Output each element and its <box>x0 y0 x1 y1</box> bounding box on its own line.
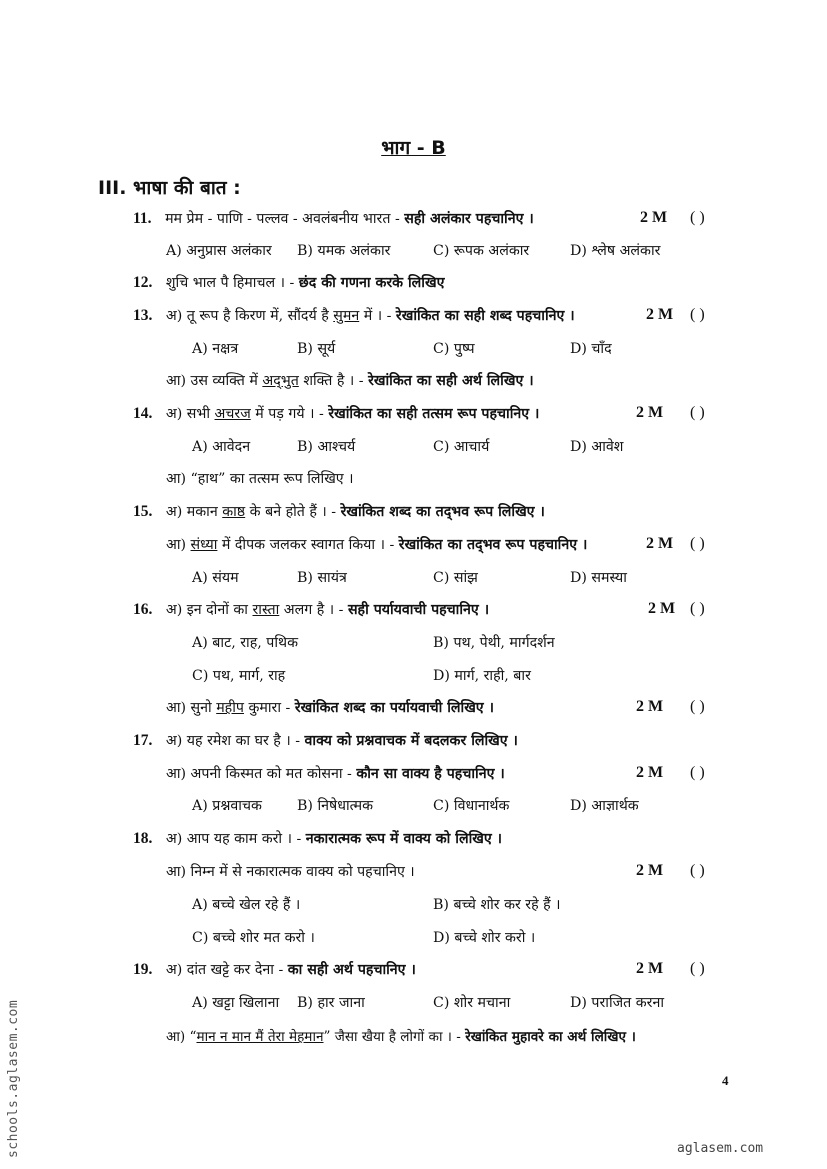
q16-option-d: D) मार्ग, राही, बार <box>433 668 531 684</box>
question-19b: आ) “मान न मान मैं तेरा मेहमान” जैसा खैया है लोगों का । - रेखांकित मुहावरे का अर्थ लिखिए । <box>166 1029 636 1045</box>
q14-option-a: A) आवेदन <box>192 439 251 455</box>
question-17b: आ) अपनी किस्मत को मत कोसना - कौन सा वाक्य है पहचानिए । <box>166 766 505 782</box>
question-17a: 17. अ) यह रमेश का घर है । - वाक्य को प्रश्नवाचक में बदलकर लिखिए । <box>133 732 518 749</box>
q11-option-b: B) यमक अलंकार <box>297 243 391 259</box>
q19-option-b: B) हार जाना <box>297 995 365 1011</box>
question-15a: 15. अ) मकान काष्ठ के बने होते हैं । - रेखांकित शब्द का तद्‌भव रूप लिखिए । <box>133 503 545 520</box>
page-title: भाग - B <box>381 137 446 159</box>
q19-option-a: A) खट्टा खिलाना <box>192 995 280 1011</box>
q16-option-a: A) बाट, राह, पथिक <box>192 635 298 651</box>
question-12: 12. शुचि भाल पै हिमाचल । - छंद की गणना करके लिखिए <box>133 274 445 291</box>
side-watermark: schools.aglasem.com <box>6 999 21 1158</box>
q19-option-d: D) पराजित करना <box>570 995 665 1011</box>
q14-option-d: D) आवेश <box>570 439 624 455</box>
bottom-watermark: aglasem.com <box>677 1141 764 1156</box>
q17-answer-box: ( ) <box>690 764 705 781</box>
q11-option-c: C) रूपक अलंकार <box>433 243 530 259</box>
q11-option-a: A) अनुप्रास अलंकार <box>166 243 272 259</box>
q16b-answer-box: ( ) <box>690 698 705 715</box>
question-14a: 14. अ) सभी अचरज में पड़ गये । - रेखांकित का सही तत्सम रूप पहचानिए । <box>133 405 540 422</box>
q15-option-b: B) सायंत्र <box>297 570 347 586</box>
page-number: 4 <box>722 1073 729 1088</box>
q13-option-d: D) चाँद <box>570 341 612 357</box>
question-11: 11. मम प्रेम - पाणि - पल्लव - अवलंबनीय भारत - सही अलंकार पहचानिए । <box>133 210 534 227</box>
q16-option-c: C) पथ, मार्ग, राह <box>192 668 286 684</box>
question-16b: आ) सुनो महीप कुमारा - रेखांकित शब्द का पर्यायवाची लिखिए । <box>166 700 494 716</box>
question-13a: 13. अ) तू रूप है किरण में, सौंदर्य है सुमन में । - रेखांकित का सही शब्द पहचानिए । <box>133 307 575 324</box>
q14-marks: 2 M <box>636 404 664 421</box>
q15-option-a: A) संयम <box>192 570 239 586</box>
q13-option-a: A) नक्षत्र <box>192 341 239 357</box>
question-18b: आ) निम्न में से नकारात्मक वाक्य को पहचानिए । <box>166 864 415 880</box>
question-15b: आ) संध्या में दीपक जलकर स्वागत किया । - रेखांकित का तद्‌भव रूप पहचानिए । <box>166 537 588 553</box>
q14-answer-box: ( ) <box>690 404 705 421</box>
q15-answer-box: ( ) <box>690 535 705 552</box>
q11-option-d: D) श्लेष अलंकार <box>570 243 661 259</box>
q18-option-b: B) बच्चे शोर कर रहे हैं । <box>433 897 561 913</box>
q17-option-b: B) निषेधात्मक <box>297 798 373 814</box>
q19-marks: 2 M <box>636 960 664 977</box>
q16-marks: 2 M <box>648 600 676 617</box>
q13-answer-box: ( ) <box>690 306 705 323</box>
q18-option-a: A) बच्चे खेल रहे हैं । <box>192 897 301 913</box>
question-19a: 19. अ) दांत खट्टे कर देना - का सही अर्थ पहचानिए । <box>133 961 416 978</box>
q13-marks: 2 M <box>646 306 674 323</box>
q17-option-c: C) विधानार्थक <box>433 798 510 814</box>
q18-marks: 2 M <box>636 862 664 879</box>
q15-option-c: C) सांझ <box>433 570 478 586</box>
q17-option-d: D) आज्ञार्थक <box>570 798 639 814</box>
q16-answer-box: ( ) <box>690 600 705 617</box>
q18-option-d: D) बच्चे शोर करो । <box>433 930 536 946</box>
q13-option-b: B) सूर्य <box>297 341 336 357</box>
q14-option-c: C) आचार्य <box>433 439 490 455</box>
q11-marks: 2 M <box>640 209 668 226</box>
q15-option-d: D) समस्या <box>570 570 627 586</box>
section-heading: III. भाषा की बात : <box>98 177 241 199</box>
q18-answer-box: ( ) <box>690 862 705 879</box>
q17-option-a: A) प्रश्नवाचक <box>192 798 262 814</box>
question-16a: 16. अ) इन दोनों का रास्ता अलग है । - सही पर्यायवाची पहचानिए । <box>133 601 490 618</box>
q17-marks: 2 M <box>636 764 664 781</box>
q16b-marks: 2 M <box>636 698 664 715</box>
q18-option-c: C) बच्चे शोर मत करो । <box>192 930 315 946</box>
q11-answer-box: ( ) <box>690 209 705 226</box>
q19-option-c: C) शोर मचाना <box>433 995 511 1011</box>
q16-option-b: B) पथ, पेथी, मार्गदर्शन <box>433 635 555 651</box>
q13-option-c: C) पुष्प <box>433 341 475 357</box>
q19-answer-box: ( ) <box>690 960 705 977</box>
question-18a: 18. अ) आप यह काम करो । - नकारात्मक रूप में वाक्य को लिखिए । <box>133 830 503 847</box>
question-14b: आ) “हाथ” का तत्सम रूप लिखिए । <box>166 471 354 487</box>
q15-marks: 2 M <box>646 535 674 552</box>
q14-option-b: B) आश्चर्य <box>297 439 356 455</box>
question-13b: आ) उस व्यक्ति में अद्‌भुत शक्ति है । - रेखांकित का सही अर्थ लिखिए । <box>166 373 534 389</box>
